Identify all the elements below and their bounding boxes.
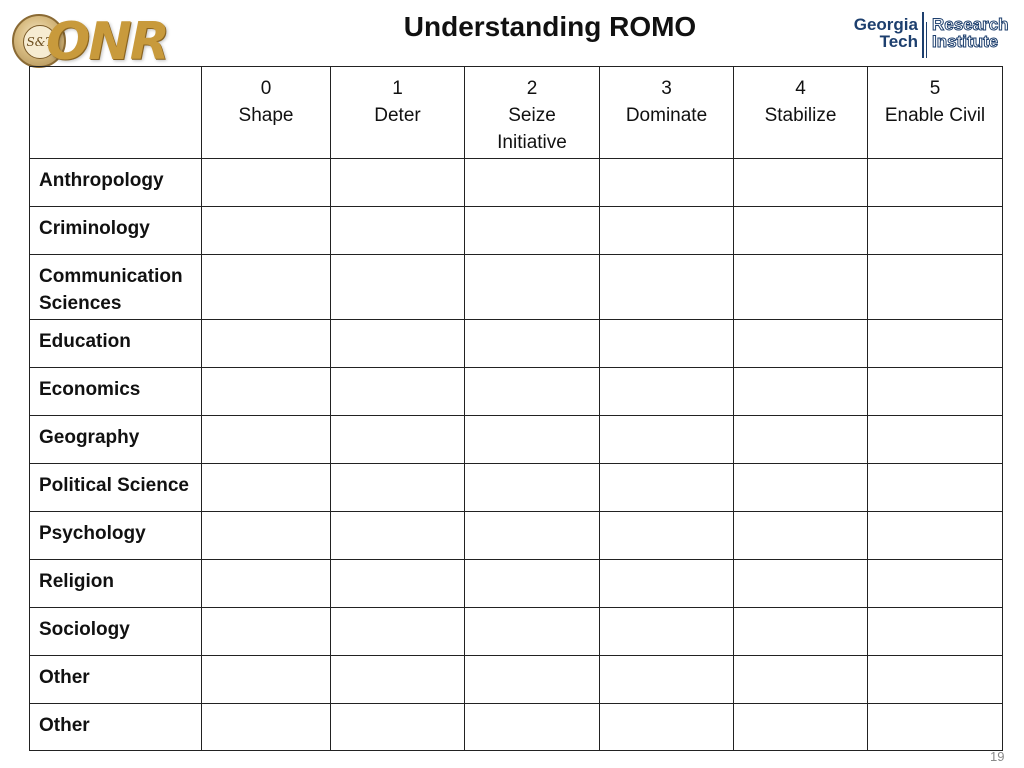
empty-cell (465, 704, 600, 751)
empty-cell (331, 159, 465, 207)
column-number: 1 (392, 78, 403, 99)
row-label: Anthropology (30, 159, 202, 207)
empty-cell (734, 368, 868, 416)
empty-cell (734, 320, 868, 368)
empty-cell (331, 512, 465, 560)
empty-cell (202, 464, 331, 512)
table-row (30, 512, 1003, 560)
seal-monogram: S&T (23, 25, 57, 59)
table-row (30, 320, 1003, 368)
empty-cell (202, 704, 331, 751)
empty-cell (202, 255, 331, 320)
empty-cell (331, 320, 465, 368)
row-label: Religion (30, 560, 202, 608)
empty-cell (465, 416, 600, 464)
empty-cell (868, 560, 1003, 608)
empty-cell (202, 207, 331, 255)
column-label: Enable Civil (884, 105, 986, 126)
column-header (202, 67, 331, 159)
empty-cell (202, 512, 331, 560)
column-label: Dominate (625, 105, 708, 126)
table-row (30, 416, 1003, 464)
empty-cell (734, 512, 868, 560)
row-label: Other (30, 656, 202, 704)
empty-cell (600, 512, 734, 560)
georgia-text: Georgia (853, 15, 918, 34)
empty-cell (465, 255, 600, 320)
empty-cell (331, 464, 465, 512)
empty-cell (465, 464, 600, 512)
empty-cell (600, 368, 734, 416)
table-row (30, 159, 1003, 207)
row-label: Psychology (30, 512, 202, 560)
empty-cell (202, 416, 331, 464)
empty-cell (734, 255, 868, 320)
row-label: Other (30, 704, 202, 751)
row-label: Geography (30, 416, 202, 464)
row-label: Education (30, 320, 202, 368)
empty-cell (734, 464, 868, 512)
onr-wordmark: ONR (46, 12, 168, 72)
column-label: Seize Initiative (497, 105, 567, 153)
empty-cell (331, 255, 465, 320)
table-body (30, 67, 1003, 751)
empty-cell (868, 704, 1003, 751)
header-row (30, 67, 1003, 159)
column-number: 4 (795, 78, 806, 99)
georgia-tech-wordmark (854, 16, 918, 50)
empty-cell (868, 255, 1003, 320)
row-label: Economics (30, 368, 202, 416)
empty-cell (465, 608, 600, 656)
table-row (30, 255, 1003, 320)
table-row (30, 368, 1003, 416)
empty-cell (465, 560, 600, 608)
empty-cell (600, 207, 734, 255)
table-row (30, 656, 1003, 704)
romo-table (29, 66, 1003, 751)
table-row (30, 608, 1003, 656)
empty-cell (734, 207, 868, 255)
column-header (465, 67, 600, 159)
empty-cell (600, 608, 734, 656)
empty-cell (331, 656, 465, 704)
empty-cell (734, 159, 868, 207)
empty-cell (868, 416, 1003, 464)
empty-cell (868, 512, 1003, 560)
empty-cell (868, 159, 1003, 207)
slide-title: Understanding ROMO (403, 11, 697, 42)
column-header (868, 67, 1003, 159)
table-row (30, 464, 1003, 512)
empty-cell (600, 159, 734, 207)
empty-cell (465, 512, 600, 560)
table-row (30, 704, 1003, 751)
column-header (734, 67, 868, 159)
empty-cell (600, 416, 734, 464)
empty-cell (600, 704, 734, 751)
empty-cell (600, 560, 734, 608)
empty-cell (465, 320, 600, 368)
row-label: Sociology (30, 608, 202, 656)
research-institute-wordmark (932, 16, 1009, 50)
empty-cell (202, 159, 331, 207)
empty-cell (600, 656, 734, 704)
empty-cell (202, 656, 331, 704)
empty-cell (465, 656, 600, 704)
empty-cell (868, 656, 1003, 704)
empty-cell (465, 207, 600, 255)
column-label: Deter (374, 105, 421, 126)
row-label: Communication Sciences (30, 255, 202, 320)
institute-text: Institute (932, 32, 999, 51)
row-label: Criminology (30, 207, 202, 255)
empty-cell (331, 560, 465, 608)
row-label: Political Science (30, 464, 202, 512)
logo-divider (922, 12, 924, 58)
empty-cell (202, 320, 331, 368)
empty-cell (868, 320, 1003, 368)
column-number: 0 (260, 78, 272, 99)
empty-cell (868, 368, 1003, 416)
column-header (331, 67, 465, 159)
tech-text: Tech (879, 32, 918, 51)
gtri-logo (836, 12, 1020, 64)
column-number: 3 (661, 78, 672, 99)
header-corner-cell (30, 67, 202, 159)
empty-cell (331, 704, 465, 751)
empty-cell (202, 560, 331, 608)
empty-cell (734, 704, 868, 751)
empty-cell (331, 608, 465, 656)
empty-cell (734, 656, 868, 704)
column-number: 5 (929, 78, 941, 99)
empty-cell (202, 368, 331, 416)
table-row (30, 207, 1003, 255)
empty-cell (202, 608, 331, 656)
empty-cell (331, 368, 465, 416)
empty-cell (868, 464, 1003, 512)
column-number: 2 (526, 78, 538, 99)
table-row (30, 560, 1003, 608)
empty-cell (734, 560, 868, 608)
empty-cell (465, 368, 600, 416)
empty-cell (600, 464, 734, 512)
page-number: 19 (990, 749, 1005, 764)
empty-cell (465, 159, 600, 207)
column-label: Stabilize (764, 105, 837, 126)
empty-cell (600, 320, 734, 368)
empty-cell (331, 207, 465, 255)
column-label: Shape (238, 105, 294, 126)
empty-cell (600, 255, 734, 320)
column-header (600, 67, 734, 159)
empty-cell (868, 207, 1003, 255)
empty-cell (868, 608, 1003, 656)
empty-cell (734, 416, 868, 464)
empty-cell (331, 416, 465, 464)
research-text: Research (932, 15, 1009, 34)
logo-divider-thin (926, 22, 927, 58)
empty-cell (734, 608, 868, 656)
